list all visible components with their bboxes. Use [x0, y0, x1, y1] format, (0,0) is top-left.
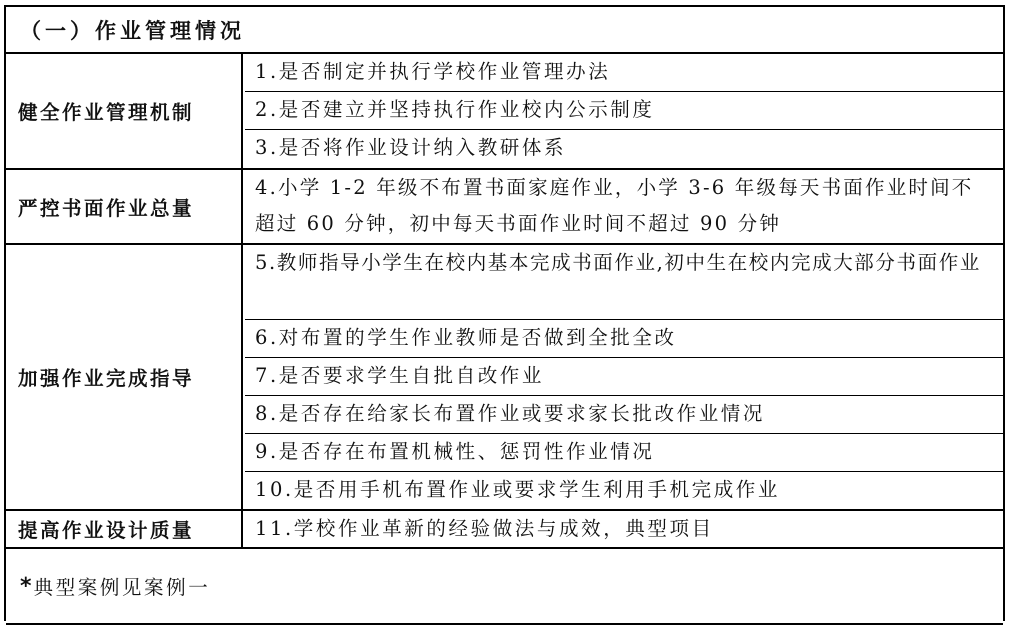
group-items: [245, 511, 1003, 547]
group-label: 健全作业管理机制: [6, 54, 243, 168]
group-items: [245, 170, 1003, 243]
checklist-item: 7.是否要求学生自批自改作业: [245, 358, 1003, 396]
group-label: 加强作业完成指导: [6, 245, 243, 509]
checklist-item: 2.是否建立并坚持执行作业校内公示制度: [245, 92, 1003, 130]
asterisk-icon: *: [20, 573, 32, 599]
group-management-mechanism: [6, 54, 1003, 170]
group-label: 严控书面作业总量: [6, 170, 243, 243]
case-note-text: 典型案例见案例一: [33, 576, 211, 599]
checklist-item: 10.是否用手机布置作业或要求学生利用手机完成作业: [255, 478, 781, 501]
group-design-quality: [6, 511, 1003, 549]
checklist-item: 1.是否制定并执行学校作业管理办法: [245, 54, 1003, 92]
checklist-item: 3.是否将作业设计纳入教研体系: [255, 136, 567, 159]
checklist-item: 8.是否存在给家长布置作业或要求家长批改作业情况: [245, 396, 1003, 434]
group-items: [245, 54, 1003, 168]
section-title: （一）作业管理情况: [6, 7, 1003, 54]
checklist-item: 9.是否存在布置机械性、惩罚性作业情况: [245, 434, 1003, 472]
checklist-item: 6.对布置的学生作业教师是否做到全批全改: [245, 320, 1003, 358]
checklist-item: 11.学校作业革新的经验做法与成效，典型项目: [255, 517, 714, 540]
homework-management-table: [4, 5, 1005, 621]
group-label: 提高作业设计质量: [6, 511, 243, 547]
group-written-homework-limit: [6, 170, 1003, 245]
case-note: [6, 549, 1003, 625]
group-completion-guidance: [6, 245, 1003, 511]
checklist-item: 4.小学 1-2 年级不布置书面家庭作业，小学 3-6 年级每天书面作业时间不超过 60 分钟，初中每天书面作业时间不超过 90 分钟: [255, 176, 974, 235]
group-items: [245, 245, 1003, 509]
checklist-item: 5.教师指导小学生在校内基本完成书面作业,初中生在校内完成大部分书面作业: [245, 245, 1003, 320]
